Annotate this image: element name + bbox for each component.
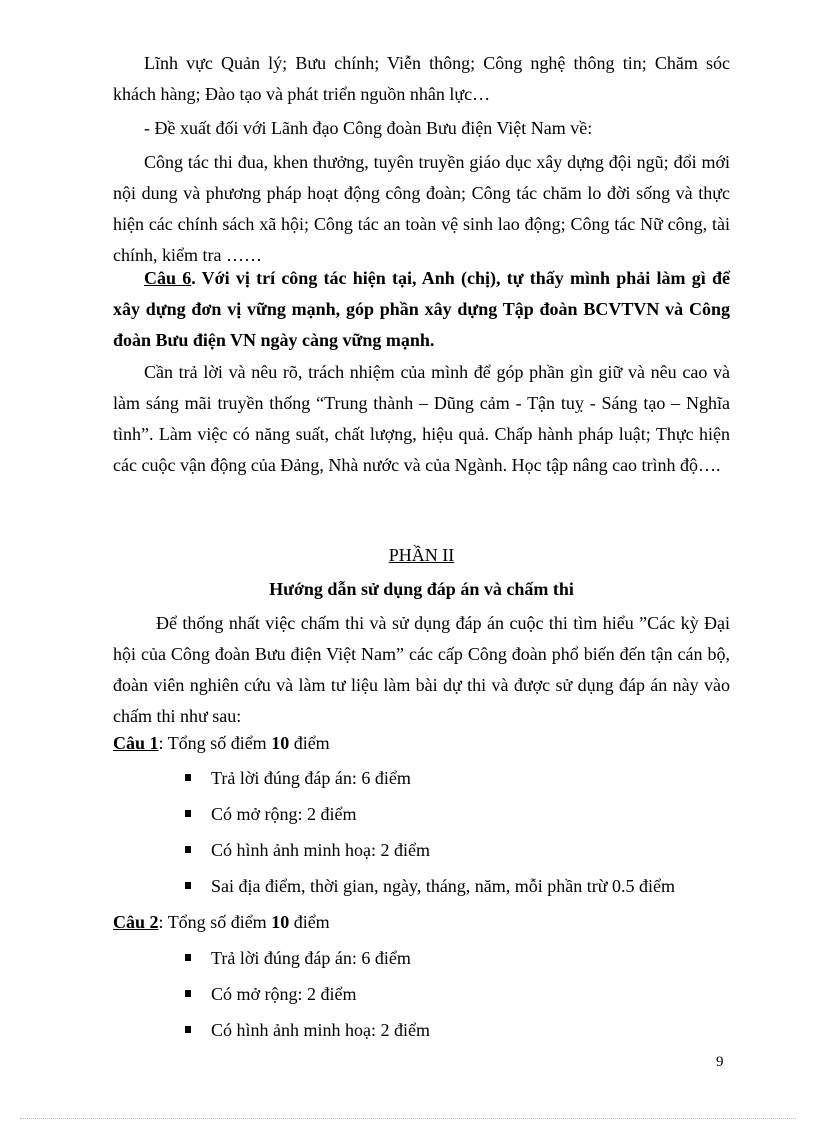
question-2-suffix: điểm <box>289 912 330 932</box>
question-2-heading <box>113 907 730 938</box>
bullet-icon <box>185 774 191 781</box>
question-1-prefix: : Tổng số điểm <box>158 733 272 753</box>
bullet-icon <box>185 990 191 997</box>
paragraph-fields: Lĩnh vực Quản lý; Bưu chính; Viễn thông; Công nghệ thông tin; Chăm sóc khách hàng; Đào tạo và phát triển nguồn nhân lực… <box>113 53 730 104</box>
question-1-label: Câu 1 <box>113 733 159 753</box>
document-page: Lĩnh vực Quản lý; Bưu chính; Viễn thông; Công nghệ thông tin; Chăm sóc khách hàng; Đào tạo và phát triển nguồn nhân lực… - Đề xuất đối với Lãnh đạo Công đoàn Bưu điện Việt Nam về: Công tác thi đua, khen thưởng, tuyên truyền giáo dục xây dựng đội ngũ; đổi mới nội dung và phương pháp hoạt động công đoàn; Công tác chăm lo đời sống và thực hiện các chính sách xã hội; Công tác an toàn vệ sinh lao động; Công tác Nữ công, tài chính, kiểm tra …… Câu 6. Với vị trí công tác hiện tại, Anh (chị), tự thấy mình phải làm gì để xây dựng đơn vị vững mạnh, góp phần xây dựng Tập đoàn BCVTVN và Công đoàn Bưu điện VN ngày càng vững mạnh. Cần trả lời và nêu rõ, trách nhiệm của mình để góp phần gìn giữ và nêu cao và làm sáng mãi truyền thống “Trung thành – Dũng cảm - Tận tuỵ - Sáng tạo – Nghĩa tình”. Làm việc có năng suất, chất lượng, hiệu quả. Chấp hành pháp luật; Thực hiện các cuộc vận động của Đảng, Nhà nước và của Ngành. Học tập nâng cao trình độ…. PHẦN II Hướng dẫn sử dụng đáp án và chấm thi Để thống nhất việc chấm thi và sử dụng đáp án cuộc thi tìm hiểu ”Các kỳ Đại hội của Công đoàn Bưu điện Việt Nam” các cấp Công đoàn phổ biến đến tận cán bộ, đoàn viên nghiên cứu và làm tư liệu làm bài dự thi và được sử dụng đáp án này vào chấm thi như sau: Câu 1: Tổng số điểm 10 điểm Trả lời đúng đáp án: 6 điểm Có mở rộng: 2 điểm Có hình ảnh minh hoạ: 2 điểm Sai địa điểm, thời gian, ngày, tháng, năm, mỗi phần trừ 0.5 điểm Câu 2: Tổng số điểm 10 điểm Trả lời đúng đáp án: 6 điểm Có mở rộng: 2 điểm Có hình ảnh minh hoạ: 2 điểm 9 <box>0 0 816 1123</box>
question-2-label: Câu 2 <box>113 912 159 932</box>
bullet-icon <box>185 1026 191 1033</box>
paragraph-proposal-intro: - Đề xuất đối với Lãnh đạo Công đoàn Bưu điện Việt Nam về: <box>144 118 593 138</box>
bullet-icon <box>185 882 191 889</box>
question-2-prefix: : Tổng số điểm <box>158 912 272 932</box>
question-6-label: Câu 6 <box>144 268 192 288</box>
question-1-points: 10 <box>271 733 290 753</box>
part-subtitle: Hướng dẫn sử dụng đáp án và chấm thi <box>269 579 574 599</box>
question-1-heading <box>113 728 730 759</box>
question-2-points: 10 <box>271 912 290 932</box>
page-bottom-divider <box>20 1118 796 1119</box>
page-number: 9 <box>716 1054 724 1070</box>
part-title: PHẦN II <box>388 545 455 565</box>
question-1-suffix: điểm <box>289 733 330 753</box>
bullet-icon <box>185 954 191 961</box>
paragraph-grading-intro: Để thống nhất việc chấm thi và sử dụng đáp án cuộc thi tìm hiểu ”Các kỳ Đại hội của Công đoàn Bưu điện Việt Nam” các cấp Công đoàn phổ biến đến tận cán bộ, đoàn viên nghiên cứu và làm tư liệu làm bài dự thi và được sử dụng đáp án này vào chấm thi như sau: <box>113 613 730 726</box>
bullet-icon <box>185 810 191 817</box>
paragraph-answer-6: Cần trả lời và nêu rõ, trách nhiệm của mình để góp phần gìn giữ và nêu cao và làm sáng mãi truyền thống “Trung thành – Dũng cảm - Tận tuỵ - Sáng tạo – Nghĩa tình”. Làm việc có năng suất, chất lượng, hiệu quả. Chấp hành pháp luật; Thực hiện các cuộc vận động của Đảng, Nhà nước và của Ngành. Học tập nâng cao trình độ…. <box>113 362 730 475</box>
bullet-icon <box>185 846 191 853</box>
question-6-text: . Với vị trí công tác hiện tại, Anh (chị), tự thấy mình phải làm gì để xây dựng đơn vị vững mạnh, góp phần xây dựng Tập đoàn BCVTVN và Công đoàn Bưu điện VN ngày càng vững mạnh. <box>113 268 730 350</box>
paragraph-proposal-details: Công tác thi đua, khen thưởng, tuyên truyền giáo dục xây dựng đội ngũ; đổi mới nội dung và phương pháp hoạt động công đoàn; Công tác chăm lo đời sống và thực hiện các chính sách xã hội; Công tác an toàn vệ sinh lao động; Công tác Nữ công, tài chính, kiểm tra …… <box>113 152 730 265</box>
question-6 <box>113 263 730 356</box>
